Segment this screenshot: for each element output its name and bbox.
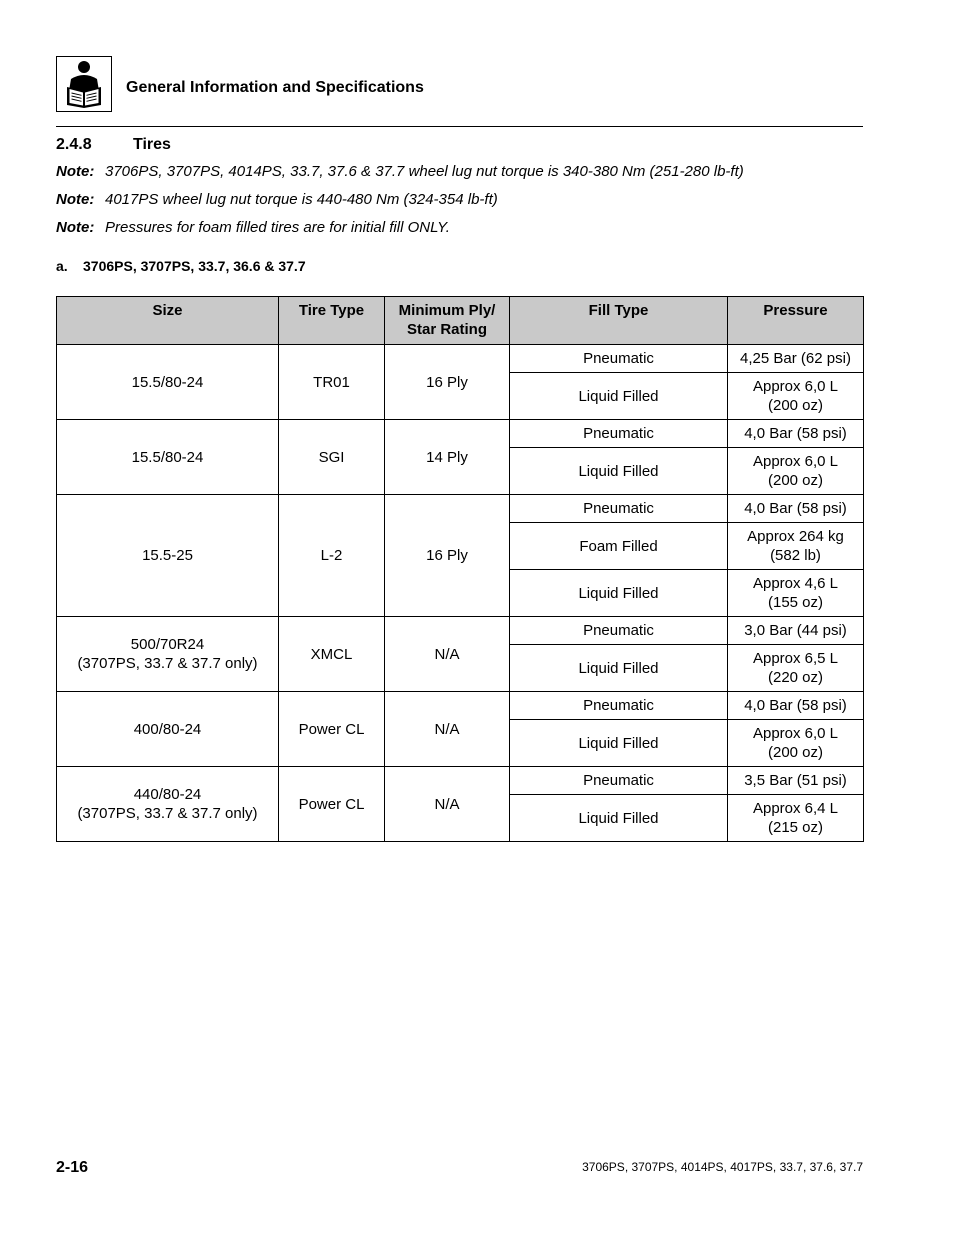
ply-header-text: Minimum Ply/ Star Rating — [398, 302, 496, 338]
cell-fill-type: Liquid Filled — [510, 720, 728, 767]
cell-pressure: 4,0 Bar (58 psi) — [728, 420, 864, 448]
operator-reading-manual-icon — [56, 56, 112, 112]
page-number: 2-16 — [56, 1159, 89, 1176]
note-lug-nut-torque — [56, 163, 744, 180]
note-4017ps-torque — [56, 191, 498, 208]
cell-size: 440/80-24 (3707PS, 33.7 & 37.7 only) — [57, 767, 279, 842]
cell-tire-type: SGI — [279, 420, 385, 495]
cell-pressure: Approx 6,4 L (215 oz) — [728, 795, 864, 842]
cell-ply: 16 Ply — [385, 345, 510, 420]
cell-tire-type: L-2 — [279, 495, 385, 617]
cell-ply: 14 Ply — [385, 420, 510, 495]
table-row — [57, 495, 864, 523]
cell-pressure: 4,0 Bar (58 psi) — [728, 495, 864, 523]
note-label: Note: — [56, 163, 95, 180]
cell-pressure: Approx 264 kg (582 lb) — [728, 523, 864, 570]
manual-reader-svg — [57, 57, 111, 111]
cell-ply: N/A — [385, 767, 510, 842]
header-title: General Information and Specifications — [126, 79, 424, 96]
cell-pressure: 3,0 Bar (44 psi) — [728, 617, 864, 645]
table-row — [57, 617, 864, 645]
tire-spec-table — [56, 296, 864, 842]
cell-pressure: Approx 6,0 L (200 oz) — [728, 373, 864, 420]
cell-fill-type: Liquid Filled — [510, 795, 728, 842]
note-foam-fill — [56, 219, 450, 236]
cell-pressure: 3,5 Bar (51 psi) — [728, 767, 864, 795]
cell-fill-type: Liquid Filled — [510, 373, 728, 420]
cell-fill-type: Pneumatic — [510, 420, 728, 448]
cell-pressure: Approx 6,0 L (200 oz) — [728, 720, 864, 767]
section-title: Tires — [133, 136, 171, 153]
header-divider — [56, 126, 863, 127]
section-heading — [56, 136, 171, 154]
cell-size: 15.5/80-24 — [57, 345, 279, 420]
cell-ply: 16 Ply — [385, 495, 510, 617]
cell-pressure: 4,0 Bar (58 psi) — [728, 692, 864, 720]
cell-pressure: Approx 6,5 L (220 oz) — [728, 645, 864, 692]
cell-pressure: 4,25 Bar (62 psi) — [728, 345, 864, 373]
table-header-row — [57, 297, 864, 345]
cell-fill-type: Pneumatic — [510, 692, 728, 720]
section-number: 2.4.8 — [56, 136, 92, 153]
cell-tire-type: XMCL — [279, 617, 385, 692]
table-row — [57, 692, 864, 720]
subsection-heading — [56, 258, 306, 274]
subsection-title: 3706PS, 3707PS, 33.7, 36.6 & 37.7 — [83, 258, 306, 274]
cell-pressure: Approx 6,0 L (200 oz) — [728, 448, 864, 495]
table-row — [57, 767, 864, 795]
cell-pressure: Approx 4,6 L (155 oz) — [728, 570, 864, 617]
cell-ply: N/A — [385, 617, 510, 692]
cell-fill-type: Pneumatic — [510, 345, 728, 373]
cell-tire-type: Power CL — [279, 692, 385, 767]
table-row — [57, 345, 864, 373]
cell-fill-type: Pneumatic — [510, 617, 728, 645]
note-label: Note: — [56, 219, 95, 236]
cell-fill-type: Liquid Filled — [510, 645, 728, 692]
col-header-ply-rating — [385, 297, 510, 345]
cell-size: 15.5-25 — [57, 495, 279, 617]
note-text: 4017PS wheel lug nut torque is 440-480 Nm (324-354 lb-ft) — [105, 191, 498, 208]
note-text: Pressures for foam filled tires are for initial fill ONLY. — [105, 219, 450, 236]
cell-size: 15.5/80-24 — [57, 420, 279, 495]
note-label: Note: — [56, 191, 95, 208]
col-header-pressure: Pressure — [728, 297, 864, 345]
note-text: 3706PS, 3707PS, 4014PS, 33.7, 37.6 & 37.7 wheel lug nut torque is 340-380 Nm (251-280 lb-ft) — [105, 163, 744, 180]
cell-tire-type: TR01 — [279, 345, 385, 420]
cell-size: 400/80-24 — [57, 692, 279, 767]
table-row — [57, 420, 864, 448]
cell-size: 500/70R24 (3707PS, 33.7 & 37.7 only) — [57, 617, 279, 692]
cell-fill-type: Liquid Filled — [510, 570, 728, 617]
subsection-letter: a. — [56, 258, 68, 274]
col-header-fill-type: Fill Type — [510, 297, 728, 345]
cell-ply: N/A — [385, 692, 510, 767]
cell-tire-type: Power CL — [279, 767, 385, 842]
col-header-size: Size — [57, 297, 279, 345]
cell-fill-type: Pneumatic — [510, 495, 728, 523]
cell-fill-type: Liquid Filled — [510, 448, 728, 495]
footer-models: 3706PS, 3707PS, 4014PS, 4017PS, 33.7, 37.6, 37.7 — [582, 1160, 863, 1174]
cell-fill-type: Foam Filled — [510, 523, 728, 570]
cell-fill-type: Pneumatic — [510, 767, 728, 795]
col-header-tire-type: Tire Type — [279, 297, 385, 345]
